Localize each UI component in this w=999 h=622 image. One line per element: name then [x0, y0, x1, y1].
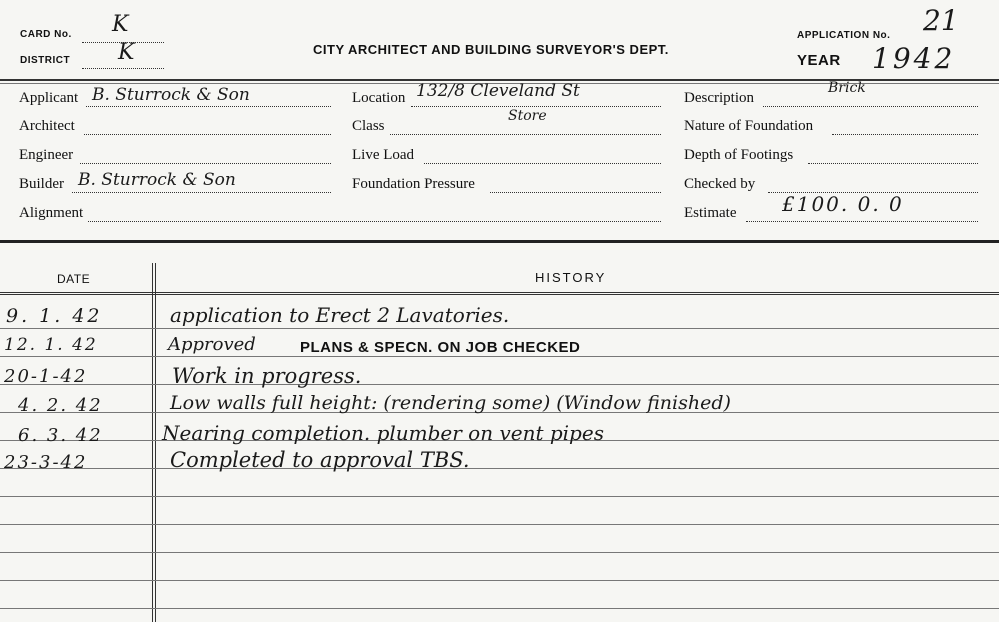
engineer-line — [80, 163, 331, 164]
row-rule — [0, 328, 999, 329]
row-rule — [0, 356, 999, 357]
history-date: 23-3-42 — [4, 452, 88, 473]
checked-by-label: Checked by — [684, 176, 756, 192]
history-text: Low walls full height: (rendering some) (Window finished) — [170, 392, 731, 414]
row-rule — [0, 580, 999, 581]
builder-line — [72, 192, 331, 193]
history-date: 6. 3. 42 — [18, 425, 103, 446]
alignment-label: Alignment — [19, 205, 84, 221]
class-label: Class — [352, 118, 385, 134]
row-rule — [0, 468, 999, 469]
date-column-header: DATE — [57, 272, 91, 286]
header-row-rule-inner — [0, 294, 999, 295]
applicant-line — [86, 106, 331, 107]
history-date: 12. 1. 42 — [4, 335, 98, 355]
class-line — [390, 134, 661, 135]
applicant-value: B. Sturrock & Son — [92, 85, 250, 105]
history-date: 4. 2. 42 — [18, 395, 103, 416]
description-line — [763, 106, 978, 107]
department-title: CITY ARCHITECT AND BUILDING SURVEYOR'S DEPT. — [313, 42, 669, 57]
card-number-label: CARD No. — [20, 29, 72, 40]
row-rule — [0, 552, 999, 553]
district-line — [82, 68, 164, 69]
history-top-rule — [0, 240, 999, 243]
history-text: Nearing completion. plumber on vent pipes — [162, 421, 604, 445]
live-load-line — [424, 163, 661, 164]
engineer-label: Engineer — [19, 147, 74, 163]
estimate-line — [746, 221, 978, 222]
nature-of-foundation-label: Nature of Foundation — [684, 118, 814, 134]
district-label: DISTRICT — [20, 55, 71, 66]
alignment-line — [88, 221, 661, 222]
live-load-label: Live Load — [352, 147, 415, 163]
depth-of-footings-label: Depth of Footings — [684, 147, 794, 163]
class-value: Store — [508, 108, 547, 124]
builder-label: Builder — [19, 176, 64, 192]
header-row-rule — [0, 292, 999, 293]
history-stamp: PLANS & SPECN. ON JOB CHECKED — [300, 339, 581, 356]
history-text: Work in progress. — [172, 364, 362, 388]
history-date: 20-1-42 — [4, 366, 88, 387]
row-rule — [0, 496, 999, 497]
history-text: application to Erect 2 Lavatories. — [170, 303, 510, 327]
history-text: Completed to approval TBS. — [170, 448, 470, 472]
foundation-pressure-label: Foundation Pressure — [352, 176, 475, 192]
location-line — [411, 106, 661, 107]
row-rule — [0, 524, 999, 525]
application-number-label: APPLICATION No. — [797, 30, 891, 41]
architect-label: Architect — [19, 118, 75, 134]
location-label: Location — [352, 90, 406, 106]
row-rule — [0, 384, 999, 385]
application-number-value: 21 — [923, 4, 959, 37]
card-number-value: K — [112, 12, 129, 37]
district-value: K — [118, 40, 135, 65]
year-value: 1942 — [872, 42, 956, 75]
architect-line — [84, 134, 331, 135]
history-text-approved: Approved — [168, 334, 256, 355]
description-label: Description — [684, 90, 754, 106]
date-column-divider-inner — [155, 263, 156, 622]
row-rule — [0, 608, 999, 609]
description-value: Brick — [828, 80, 866, 96]
nature-of-foundation-line — [832, 134, 978, 135]
date-column-divider — [152, 263, 153, 622]
foundation-pressure-line — [490, 192, 661, 193]
builder-value: B. Sturrock & Son — [78, 170, 236, 190]
depth-of-footings-line — [808, 163, 978, 164]
estimate-value: £100. 0. 0 — [782, 192, 904, 216]
year-label: YEAR — [797, 52, 841, 69]
history-column-header: HISTORY — [535, 270, 607, 285]
history-date: 9. 1. 42 — [6, 305, 103, 327]
applicant-label: Applicant — [19, 90, 79, 106]
estimate-label: Estimate — [684, 205, 737, 221]
location-value: 132/8 Cleveland St — [416, 81, 580, 101]
